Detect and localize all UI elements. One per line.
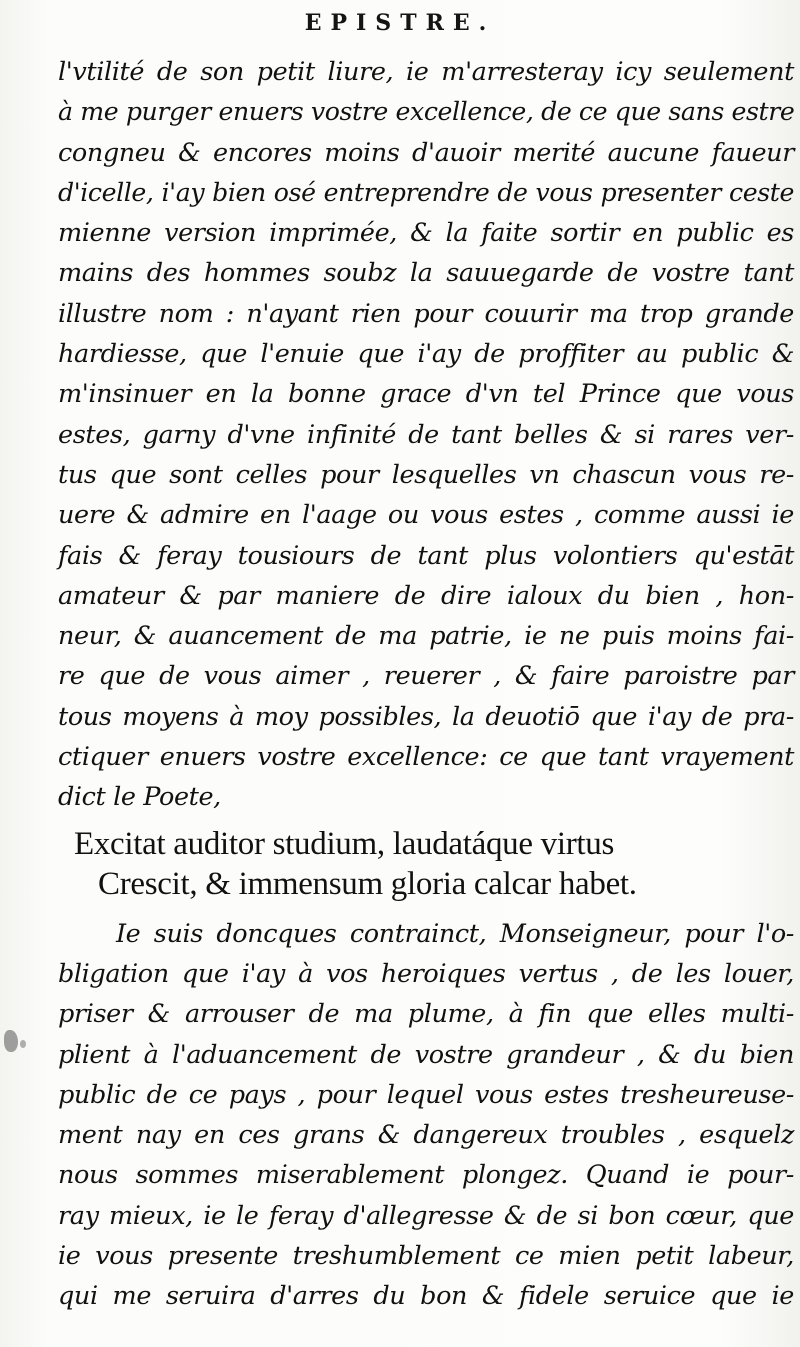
ink-speck (20, 1040, 26, 1048)
paragraph-before-quote (58, 52, 794, 818)
text-line: dict le Poete, (58, 782, 221, 813)
text-line: d'icelle, i'ay bien osé entreprendre de vous presenter ceste (58, 177, 794, 207)
text-line: ray mieux, ie le feray d'allegresse & de si bon cœur, que (58, 1200, 794, 1231)
text-line: hardiesse, que l'enuie que i'ay de proffiter au public & (58, 339, 794, 370)
text-line: l'vtilité de son petit liure, ie m'arresteray icy seulement (58, 57, 794, 87)
text-line: qui me seruira d'arres du bon & fidele seruice que ie (58, 1281, 794, 1312)
text-line: public de ce pays , pour lequel vous estes tresheureuse- (58, 1079, 794, 1110)
paragraph-after-quote (58, 914, 794, 1317)
text-line: neur, & auancement de ma patrie, ie ne puis moins fai- (58, 621, 794, 652)
text-line: plient à l'aduancement de vostre grandeur , & du bien (58, 1039, 794, 1070)
text-line: à me purger enuers vostre excellence, de ce que sans estre (58, 97, 795, 127)
text-line: fais & feray tousiours de tant plus volontiers qu'estāt (58, 540, 794, 571)
text-line: ctiquer enuers vostre excellence: ce que tant vrayement (58, 742, 794, 773)
text-line: mienne version imprimée, & la faite sortir en public es (58, 218, 794, 249)
latin-quote (58, 824, 794, 904)
running-header: EPISTRE. (304, 10, 496, 36)
text-line: amateur & par maniere de dire ialoux du bien , hon- (58, 580, 794, 611)
text-line: estes, garny d'vne infinité de tant belles & si rares ver- (58, 419, 794, 450)
page-text (58, 52, 794, 1317)
text-line: nous sommes miserablement plongez. Quand ie pour- (58, 1160, 794, 1191)
text-line: Ie suis doncques contrainct, Monseigneur, pour l'o- (116, 918, 794, 949)
quote-line: Excitat auditor studium, laudatáque virtus (74, 825, 615, 862)
text-line: tus que sont celles pour lesquelles vn chascun vous re- (58, 459, 794, 490)
text-line: re que de vous aimer , reuerer , & faire paroistre par (58, 661, 794, 692)
text-line: illustre nom : n'ayant rien pour couurir ma trop grande (58, 298, 794, 329)
ink-blot (4, 1030, 18, 1052)
text-line: ment nay en ces grans & dangereux troubles , esquelz (58, 1120, 794, 1151)
text-line: m'insinuer en la bonne grace d'vn tel Prince que vous (58, 379, 794, 410)
text-line: tous moyens à moy possibles, la deuotiō que i'ay de pra- (58, 701, 794, 732)
text-line: priser & arrouser de ma plume, à fin que elles multi- (58, 999, 794, 1030)
text-line: congneu & encores moins d'auoir merité aucune faueur (58, 137, 794, 168)
quote-line: Crescit, & immensum gloria calcar habet. (98, 865, 637, 902)
text-line: ie vous presente treshumblement ce mien petit labeur, (58, 1241, 794, 1272)
text-line: uere & admire en l'aage ou vous estes , comme aussi ie (58, 500, 794, 531)
text-line: mains des hommes soubz la sauuegarde de vostre tant (58, 258, 794, 289)
text-line: bligation que i'ay à vos heroiques vertus , de les louer, (58, 958, 794, 989)
